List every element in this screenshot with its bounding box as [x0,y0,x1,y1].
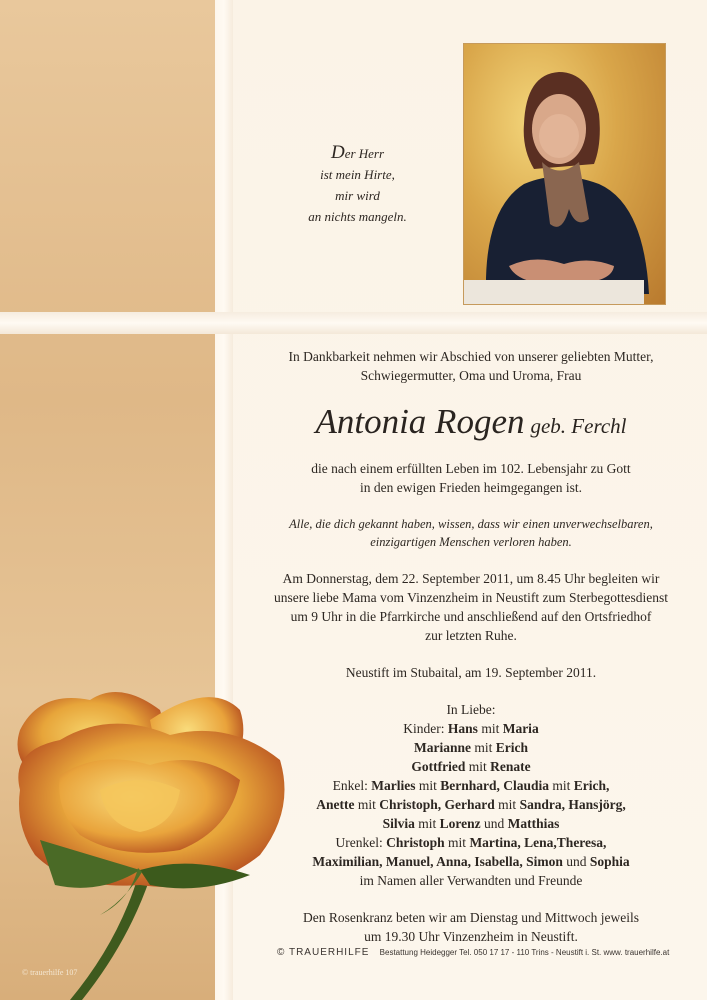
psalm-quote [280,142,435,227]
funeral-line-4: zur letzten Ruhe. [425,628,517,643]
cross-horizontal-bar [0,312,707,334]
place-date: Neustift im Stubaital, am 19. September 2011. [345,665,597,680]
funeral-line-1: Am Donnerstag, dem 22. September 2011, um 8.45 Uhr begleiten wir [282,571,660,586]
quote-line-2: ist mein Hirte, [320,167,395,182]
quote-initial: D [330,142,345,163]
full-name: Antonia Rogen [315,402,525,441]
intro-line-1: In Dankbarkeit nehmen wir Abschied von unserer geliebten Mutter, [288,349,654,364]
grandchildren-line-3: Silvia mit Lorenz und Matthias [382,816,560,831]
quote-line-4: an nichts mangeln. [308,209,407,224]
funeral-line-2: unsere liebe Mama vom Vinzenzheim in Neustift zum Sterbegottesdienst [273,590,669,605]
children-line-1: Kinder: Hans mit Maria [403,721,539,736]
rosary-line-2: um 19.30 Uhr Vinzenzheim in Neustift. [364,929,578,944]
in-love-label: In Liebe: [446,702,496,717]
saying-line-1: Alle, die dich gekannt haben, wissen, dass wir einen unverwechselbaren, [289,517,653,531]
children-line-3: Gottfried mit Renate [411,759,531,774]
brand-logo: © TRAUERHILFE [277,947,370,958]
birth-name: geb. Ferchl [530,414,627,438]
intro-line-2: Schwiegermutter, Oma und Uroma, Frau [360,368,582,383]
funeral-line-3: um 9 Uhr in die Pfarrkirche und anschließend auf den Ortsfriedhof [290,609,652,624]
great-grandchildren-line-1: Urenkel: Christoph mit Martina, Lena,Theresa, [335,835,607,850]
death-line-2: in den ewigen Frieden heimgegangen ist. [360,480,582,495]
great-grandchildren-line-2: Maximilian, Manuel, Anna, Isabella, Simon und Sophia [312,854,630,869]
rosary-line-1: Den Rosenkranz beten wir am Dienstag und Mittwoch jeweils [303,910,639,925]
quote-line-1: er Herr [344,146,385,161]
portrait-photo [463,43,666,305]
grandchildren-line-1: Enkel: Marlies mit Bernhard, Claudia mit Erich, [332,778,610,793]
children-line-2: Marianne mit Erich [413,740,528,755]
death-line-1: die nach einem erfüllten Leben im 102. Lebensjahr zu Gott [311,461,631,476]
grandchildren-line-2: Anette mit Christoph, Gerhard mit Sandra, Hansjörg, [316,797,626,812]
quote-line-3: mir wird [335,188,380,203]
saying-line-2: einzigartigen Menschen verloren haben. [370,535,572,549]
rose-image [0,640,300,1000]
footer-info: Bestattung Heidegger Tel. 050 17 17 - 110 Trins - Neustift i. St. www. trauerhilfe.at [379,948,670,957]
deceased-name [262,402,680,446]
footer-bar [277,947,697,958]
copyright-note: © trauerhilfe 107 [22,968,78,977]
notice-body [262,347,680,946]
family-closing: im Namen aller Verwandten und Freunde [359,873,583,888]
